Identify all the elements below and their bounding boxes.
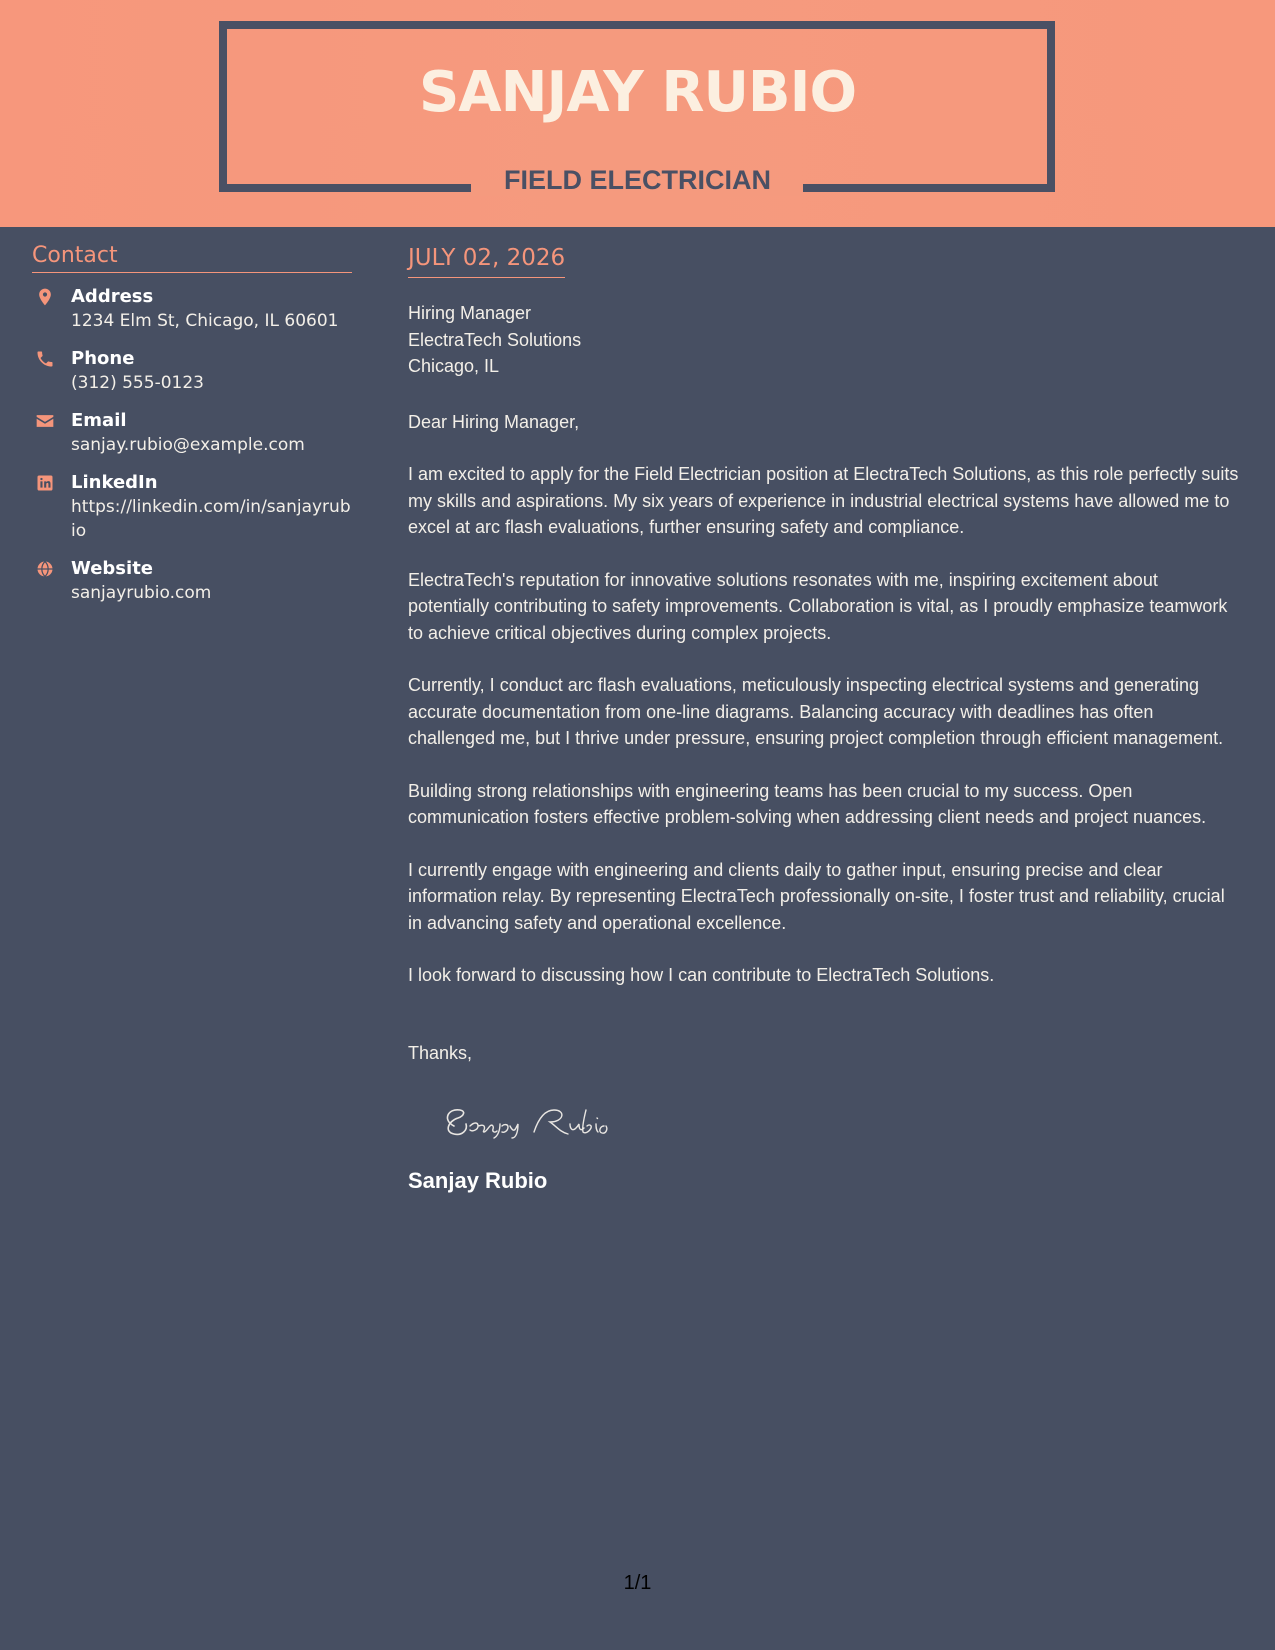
contact-sidebar [32,243,352,619]
paragraph-4: Building strong relationships with engineering teams has been crucial to my success. Open communication fosters effective problem-solving when addressing client needs and project nuances. [408,780,1207,827]
phone-label: Phone [71,348,135,369]
job-title: FIELD ELECTRICIAN [504,165,771,195]
address-value: 1234 Elm St, Chicago, IL 60601 [71,311,339,331]
recipient-location: Chicago, IL [408,356,500,376]
phone-icon [35,349,55,369]
paragraph-6: I look forward to discussing how I can contribute to ElectraTech Solutions. [408,965,995,985]
website-value[interactable]: sanjayrubio.com [71,583,212,603]
email-label: Email [71,410,127,431]
linkedin-value[interactable]: https://linkedin.com/in/sanjayrubio [71,497,351,541]
recipient-title: Hiring Manager [408,303,532,323]
contact-email [32,409,352,457]
closing: Thanks, [408,1042,473,1063]
contact-phone [32,347,352,395]
recipient-company: ElectraTech Solutions [408,329,582,350]
paragraph-5: I currently engage with engineering and clients daily to gather input, ensuring precise and clear information relay. By representing ElectraTech professionally on-site, I foster trust and reliability, crucial in advancing safety and operational excellence. [408,859,1225,933]
linkedin-label: LinkedIn [71,472,158,493]
paragraph-1: I am excited to apply for the Field Electrician position at ElectraTech Solutions, as this role perfectly suits my skills and aspirations. My six years of experience in industrial electrical systems have allowed me to excel at arc flash evaluations, further ensuring safety and compliance. [408,464,1239,537]
email-value[interactable]: sanjay.rubio@example.com [71,435,305,455]
contact-heading: Contact [32,243,352,273]
applicant-name: SANJAY RUBIO [418,60,857,125]
paragraph-3: Currently, I conduct arc flash evaluations, meticulously inspecting electrical systems and generating accurate documentation from one-line diagrams. Balancing accuracy with deadlines has often challenged me, but I thrive under pressure, ensuring project completion through efficient management. [408,675,1224,748]
globe-icon [35,559,55,579]
envelope-icon [35,411,55,431]
page-number: 1/1 [623,1572,652,1594]
address-label: Address [71,286,154,307]
paragraph-2: ElectraTech's reputation for innovative solutions resonates with me, inspiring excitement about potentially contributing to safety improvements. Collaboration is vital, as I proudly emphasize teamwork to achieve critical objectives during complex projects. [408,569,1228,643]
linkedin-icon [35,473,55,493]
letter-body [408,245,1243,1194]
recipient-block [408,300,1243,380]
location-pin-icon [35,287,55,307]
phone-value: (312) 555-0123 [71,373,204,393]
contact-address [32,285,352,333]
signer-name: Sanjay Rubio [408,1168,548,1193]
contact-website [32,557,352,605]
header-banner [0,0,1275,227]
salutation: Dear Hiring Manager, [408,411,580,432]
handwritten-signature [434,1096,664,1146]
website-label: Website [71,558,154,579]
letter-date: JULY 02, 2026 [408,245,565,278]
signature-graphic [434,1096,664,1146]
contact-linkedin [32,471,352,543]
